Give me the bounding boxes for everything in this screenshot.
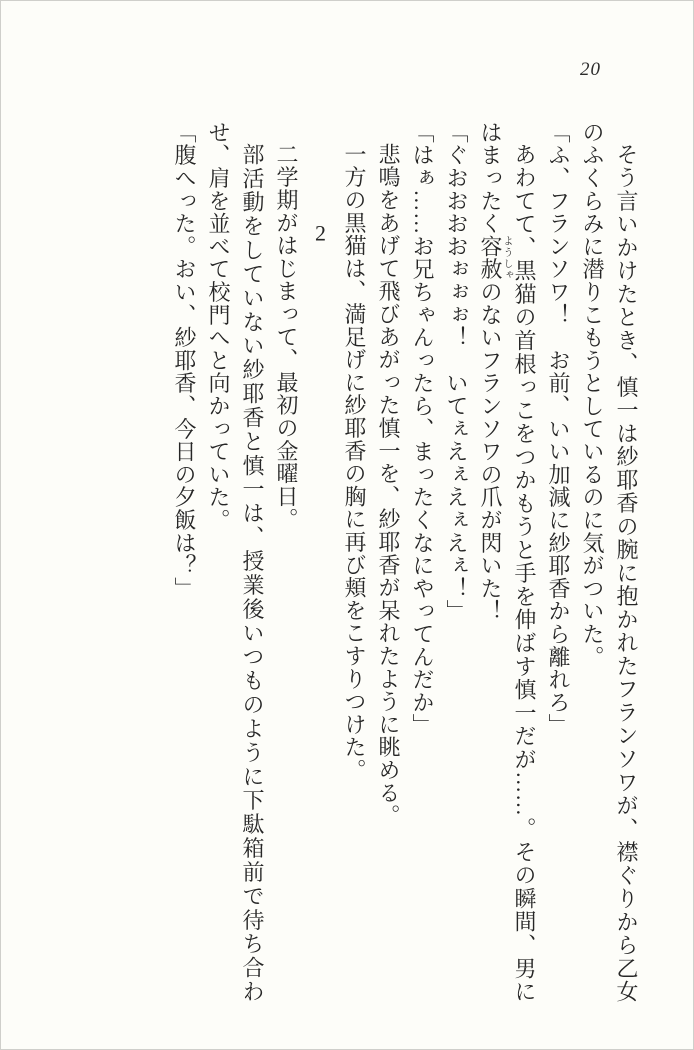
paragraph-narrative-3: 悲鳴をあげて飛びあがった慎一を、紗耶香が呆れたように眺める。 xyxy=(376,143,401,827)
section-number xyxy=(303,121,337,1003)
paragraph-narrative-4: 一方の黒猫は、満足げに紗耶香の胸に再び頬をこすりつけた。 xyxy=(342,143,367,782)
ruby-base: 容赦 xyxy=(478,235,503,281)
ruby-furigana: ようしゃ xyxy=(501,235,512,281)
paragraph-dialogue-3: 「はぁ……お兄ちゃんったら、まったくなにやってんだか」 xyxy=(410,121,435,737)
paragraph-narrative-1: そう言いかけたとき、慎一は紗耶香の腕に抱かれたフランソワが、襟ぐりから乙女のふくらみに潜りこもうとしているのに気がついた。 xyxy=(580,121,639,1003)
paragraph-narrative-5: 二学期がはじまって、最初の金曜日。 xyxy=(274,143,299,531)
section-number-digit: 2 xyxy=(315,222,326,245)
paragraph-narrative-2 xyxy=(473,121,541,1003)
paragraph-narrative-2-pre: あわてて、黒猫の首根っこをつかもうと手を伸ばす慎一だが……。その瞬間、男にはまったく xyxy=(478,121,537,1003)
paragraph-dialogue-1: 「ふ、フランソワ！ お前、いい加減に紗耶香から離れろ」 xyxy=(546,121,571,737)
paragraph-narrative-2-post: のないフランソワの爪が閃いた！ xyxy=(478,280,503,623)
text-block xyxy=(167,121,643,1003)
paragraph-dialogue-4: 「腹へった。おい、紗耶香、今日の夕飯は？」 xyxy=(172,121,197,600)
paragraph-dialogue-2: 「ぐおおおおぉぉぉ！ いてぇえぇえぇえぇ！」 xyxy=(444,121,469,623)
ruby-yousha xyxy=(478,235,512,281)
page-number: 20 xyxy=(580,59,601,80)
paragraph-narrative-6: 部活動をしていない紗耶香と慎一は、授業後いつものように下駄箱前で待ち合わせ、肩を並べて校門へと向かっていた。 xyxy=(206,121,265,1003)
